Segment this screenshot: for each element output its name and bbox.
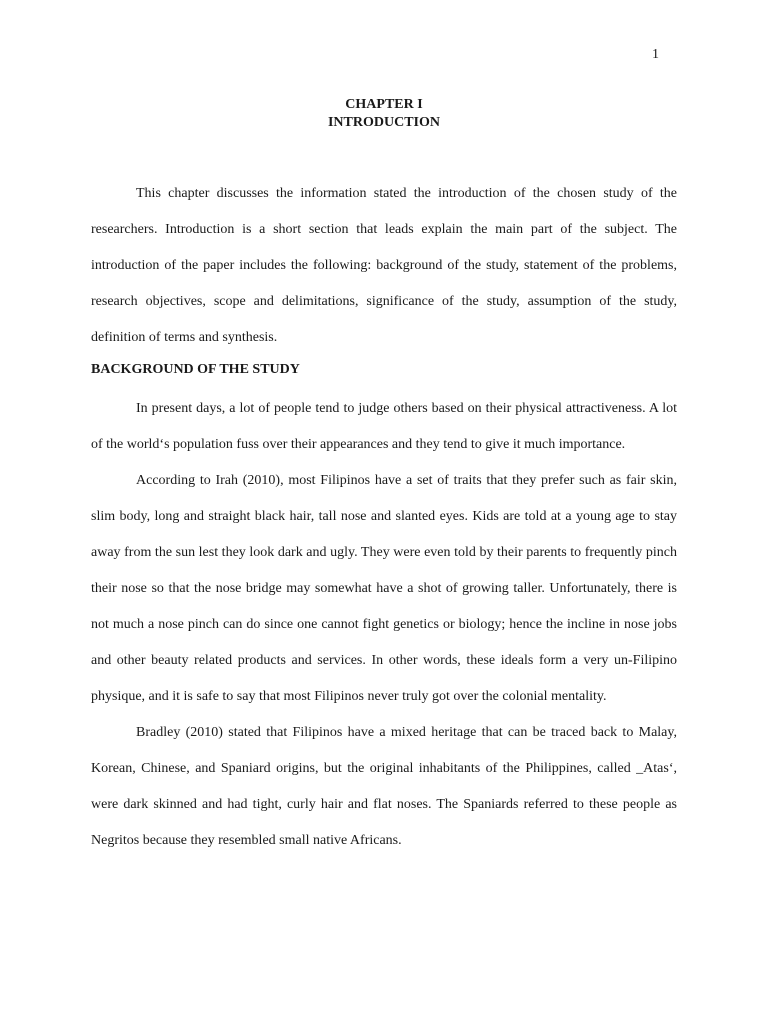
background-paragraph: According to Irah (2010), most Filipinos have a set of traits that they prefer such as fair skin, slim body, long and straight black hair, tall nose and slanted eyes. Kids are told at a young age to stay away from the sun lest they look dark and ugly. They were even told by their parents to frequently pinch their nose so that the nose bridge may somewhat have a shot of growing taller. Unfortunately, there is not much a nose pinch can do since one cannot fight genetics or biology; hence the incline in nose jobs and other beauty related products and services. In other words, these ideals form a very un-Filipino physique, and it is safe to say that most Filipinos never truly got over the colonial mentality. <box>91 473 677 704</box>
background-body <box>91 391 677 859</box>
background-paragraph: In present days, a lot of people tend to judge others based on their physical attractiveness. A lot of the world‘s population fuss over their appearances and they tend to give it much importance. <box>91 401 677 452</box>
page-number: 1 <box>652 47 659 62</box>
chapter-label: CHAPTER I <box>345 97 423 112</box>
background-paragraph: Bradley (2010) stated that Filipinos have a mixed heritage that can be traced back to Malay, Korean, Chinese, and Spaniard origins, but the original inhabitants of the Philippines, called _Atas‘, were dark skinned and had tight, curly hair and flat noses. The Spaniards referred to these people as Negritos because they resembled small native Africans. <box>91 725 677 848</box>
intro-paragraph: This chapter discusses the information stated the introduction of the chosen study of the researchers. Introduction is a short section that leads explain the main part of the subject. The introduction of the paper includes the following: background of the study, statement of the problems, research objectives, scope and delimitations, significance of the study, assumption of the study, definition of terms and synthesis. <box>91 186 677 345</box>
chapter-title: INTRODUCTION <box>327 115 440 130</box>
section-heading-background: BACKGROUND OF THE STUDY <box>91 362 300 377</box>
chapter-heading <box>0 96 768 132</box>
